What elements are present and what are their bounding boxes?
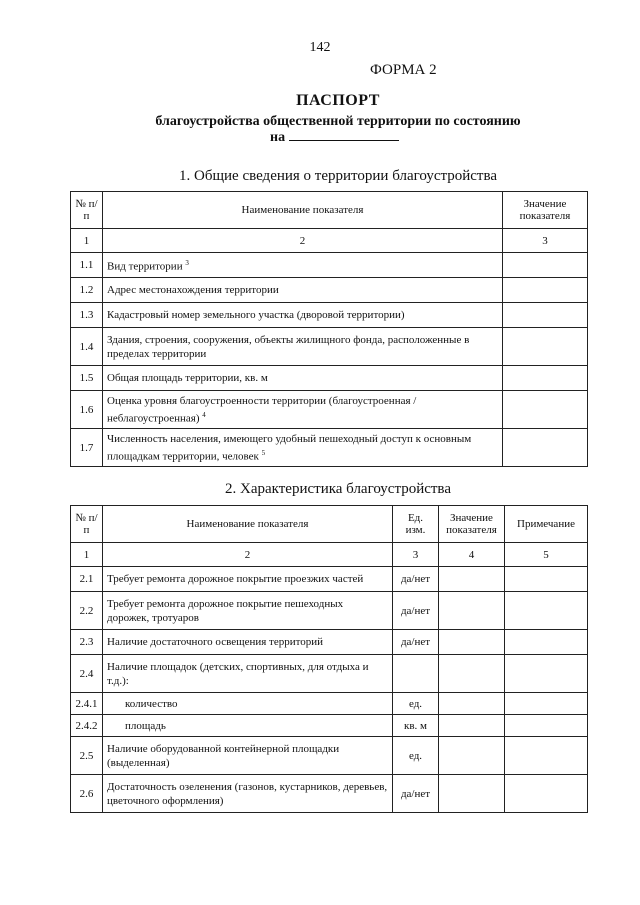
- row-name-text: Численность населения, имеющего удобный пешеходный доступ к основным площадкам территории, человек: [107, 432, 472, 463]
- header-value: Значение показателя: [503, 192, 588, 229]
- row-name: Кадастровый номер земельного участка (дворовой территории): [103, 303, 503, 328]
- header-unit: Ед. изм.: [393, 506, 439, 543]
- column-number: 4: [439, 543, 505, 567]
- row-num: 2.5: [71, 737, 103, 775]
- row-note-cell: [505, 592, 588, 630]
- column-number: 1: [71, 229, 103, 253]
- row-value-cell: [439, 630, 505, 655]
- date-line-label: на: [270, 130, 286, 145]
- row-unit: да/нет: [393, 592, 439, 630]
- row-value-cell: [439, 775, 505, 813]
- row-num: 2.1: [71, 567, 103, 592]
- header-name: Наименование показателя: [103, 506, 393, 543]
- row-num: 2.4.1: [71, 693, 103, 715]
- row-note-cell: [505, 737, 588, 775]
- row-value-cell: [439, 693, 505, 715]
- column-number: 5: [505, 543, 588, 567]
- form-label: ФОРМА 2: [370, 62, 437, 78]
- row-num: 1.6: [71, 391, 103, 429]
- table-row: [71, 391, 588, 429]
- row-value-cell: [439, 567, 505, 592]
- row-value-cell: [503, 391, 588, 429]
- characteristics-table: [70, 505, 588, 813]
- column-number: 2: [103, 543, 393, 567]
- row-note-cell: [505, 693, 588, 715]
- row-value-cell: [503, 253, 588, 278]
- row-name: Достаточность озеленения (газонов, кустарников, деревьев, цветочного оформления): [103, 775, 393, 813]
- row-name: Требует ремонта дорожное покрытие проезжих частей: [103, 567, 393, 592]
- row-note-cell: [505, 655, 588, 693]
- column-number: 1: [71, 543, 103, 567]
- row-value-cell: [439, 715, 505, 737]
- row-name-text: Оценка уровня благоустроенности территории (благоустроенная / неблагоустроенная): [107, 394, 417, 425]
- row-name: Наличие достаточного освещения территорий: [103, 630, 393, 655]
- row-name: Наличие площадок (детских, спортивных, для отдыха и т.д.):: [103, 655, 393, 693]
- row-unit: ед.: [393, 693, 439, 715]
- header-num: № п/п: [71, 192, 103, 229]
- row-value-cell: [503, 303, 588, 328]
- row-num: 1.3: [71, 303, 103, 328]
- row-num: 2.4.2: [71, 715, 103, 737]
- row-name: количество: [103, 693, 393, 715]
- row-unit: кв. м: [393, 715, 439, 737]
- row-value-cell: [503, 328, 588, 366]
- row-name: Требует ремонта дорожное покрытие пешеходных дорожек, тротуаров: [103, 592, 393, 630]
- row-num: 1.5: [71, 366, 103, 391]
- footnote-mark: 5: [261, 448, 266, 457]
- table-row: [71, 253, 588, 278]
- table-row: [71, 278, 588, 303]
- row-value-cell: [503, 278, 588, 303]
- row-note-cell: [505, 715, 588, 737]
- section-2-title: 2. Характеристика благоустройства: [225, 481, 451, 497]
- footnote-mark: 4: [202, 410, 206, 419]
- row-name: Общая площадь территории, кв. м: [103, 366, 503, 391]
- row-num: 2.3: [71, 630, 103, 655]
- row-value-cell: [439, 655, 505, 693]
- header-num: № п/п: [71, 506, 103, 543]
- column-number-row: [71, 543, 588, 567]
- row-value-cell: [503, 429, 588, 467]
- row-name: [103, 429, 503, 467]
- row-num: 1.7: [71, 429, 103, 467]
- row-unit: [393, 655, 439, 693]
- document-subtitle: благоустройства общественной территории по состоянию: [155, 114, 521, 129]
- row-name: Здания, строения, сооружения, объекты жилищного фонда, расположенные в пределах территории: [103, 328, 503, 366]
- row-name: Наличие оборудованной контейнерной площадки (выделенная): [103, 737, 393, 775]
- row-num: 1.1: [71, 253, 103, 278]
- column-number: 3: [503, 229, 588, 253]
- header-name: Наименование показателя: [103, 192, 503, 229]
- table-row: [71, 366, 588, 391]
- table-row: [71, 328, 588, 366]
- row-name: Адрес местонахождения территории: [103, 278, 503, 303]
- row-num: 1.4: [71, 328, 103, 366]
- date-line: [270, 128, 399, 146]
- table-row: [71, 715, 588, 737]
- header-note: Примечание: [505, 506, 588, 543]
- row-value-cell: [439, 737, 505, 775]
- table-row: [71, 429, 588, 467]
- row-name: площадь: [103, 715, 393, 737]
- table-header-row: [71, 506, 588, 543]
- date-blank-field: [289, 128, 399, 141]
- row-num: 2.6: [71, 775, 103, 813]
- table-row: [71, 630, 588, 655]
- table-row: [71, 303, 588, 328]
- section-1-title: 1. Общие сведения о территории благоустройства: [179, 168, 497, 184]
- row-name: [103, 391, 503, 429]
- table-row: [71, 592, 588, 630]
- column-number: 3: [393, 543, 439, 567]
- table-row: [71, 567, 588, 592]
- row-num: 1.2: [71, 278, 103, 303]
- row-note-cell: [505, 775, 588, 813]
- page-number: 142: [309, 40, 331, 55]
- row-unit: да/нет: [393, 630, 439, 655]
- column-number-row: [71, 229, 588, 253]
- row-name: [103, 253, 503, 278]
- row-name-text: Вид территории: [107, 260, 183, 273]
- row-note-cell: [505, 567, 588, 592]
- general-info-table: [70, 191, 588, 467]
- row-value-cell: [503, 366, 588, 391]
- row-note-cell: [505, 630, 588, 655]
- row-unit: да/нет: [393, 775, 439, 813]
- header-value: Значение показателя: [439, 506, 505, 543]
- table-row: [71, 655, 588, 693]
- table-row: [71, 737, 588, 775]
- row-unit: ед.: [393, 737, 439, 775]
- document-title: ПАСПОРТ: [296, 92, 380, 109]
- footnote-mark: 3: [185, 259, 189, 268]
- table-header-row: [71, 192, 588, 229]
- column-number: 2: [103, 229, 503, 253]
- table-row: [71, 775, 588, 813]
- row-unit: да/нет: [393, 567, 439, 592]
- row-num: 2.4: [71, 655, 103, 693]
- row-value-cell: [439, 592, 505, 630]
- table-row: [71, 693, 588, 715]
- row-num: 2.2: [71, 592, 103, 630]
